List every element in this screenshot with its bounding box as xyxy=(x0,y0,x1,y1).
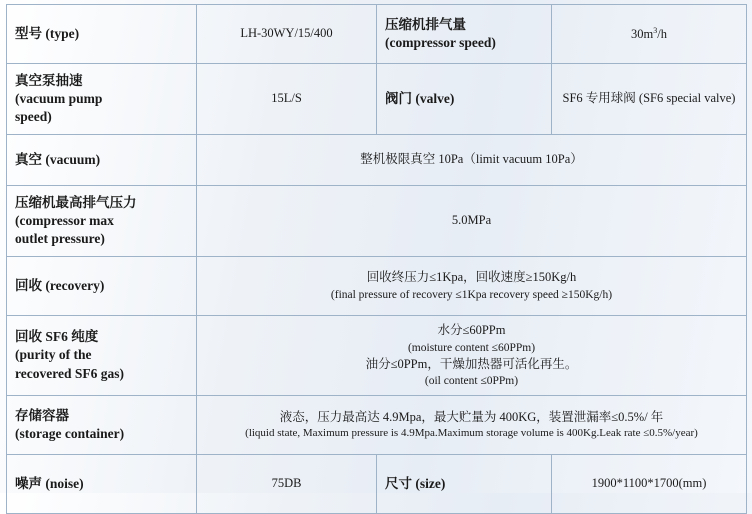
row-label-vacuum-pump-speed xyxy=(7,64,197,135)
table-row xyxy=(7,396,747,455)
value-line-cn: 液态，压力最高达 4.9Mpa，最大贮量为 400KG，装置泄漏率≤0.5%/ 年 xyxy=(279,409,664,424)
table-row xyxy=(7,186,747,257)
row-label-type: 型号 (type) xyxy=(7,5,197,64)
label-line-cn: 压缩机排气量 xyxy=(385,16,466,32)
value-line-oil-cn: 油分≤0PPm，干燥加热器可活化再生。 xyxy=(365,356,578,371)
row-label-noise: 噪声 (noise) xyxy=(7,455,197,514)
row-value-sf6-purity xyxy=(197,316,747,396)
table-row xyxy=(7,257,747,316)
row-value-vacuum: 整机极限真空 10Pa（limit vacuum 10Pa） xyxy=(197,135,747,186)
table-row xyxy=(7,64,747,135)
value-number: 30m xyxy=(631,26,654,41)
row-label-storage-container xyxy=(7,396,197,455)
value-exponent: 3 xyxy=(653,25,658,35)
value-line-moisture-cn: 水分≤60PPm xyxy=(437,323,506,337)
label-line-cn: 回收 SF6 纯度 xyxy=(15,329,99,345)
table-row xyxy=(7,316,747,396)
row-value-max-outlet-pressure: 5.0MPa xyxy=(197,186,747,257)
row-label-valve: 阀门 (valve) xyxy=(377,64,552,135)
row-value-size: 1900*1100*1700(mm) xyxy=(552,455,747,514)
label-line-cn: 存储容器 xyxy=(15,407,69,423)
label-line-en: (compressor speed) xyxy=(385,35,496,50)
table-row xyxy=(7,135,747,186)
label-line-cn: 压缩机最高排气压力 xyxy=(15,194,137,210)
row-value-recovery xyxy=(197,257,747,316)
table-row xyxy=(7,5,747,64)
row-label-sf6-purity xyxy=(7,316,197,396)
row-label-size: 尺寸 (size) xyxy=(377,455,552,514)
row-value-storage-container xyxy=(197,396,747,455)
value-line-en: (final pressure of recovery ≤1Kpa recovery speed ≥150Kg/h) xyxy=(330,288,613,301)
label-line-en1: (vacuum pump xyxy=(15,90,103,106)
row-value-type: LH-30WY/15/400 xyxy=(197,5,377,64)
value-line-moisture-en: (moisture content ≤60PPm) xyxy=(407,341,536,354)
row-value-vacuum-pump-speed: 15L/S xyxy=(197,64,377,135)
label-line-en2: speed) xyxy=(15,109,52,125)
row-label-max-outlet-pressure xyxy=(7,186,197,257)
label-line-en2: recovered SF6 gas) xyxy=(15,365,124,381)
label-line-cn: 真空泵抽速 xyxy=(15,72,83,88)
label-line-en1: (compressor max xyxy=(15,212,114,228)
label-line-en1: (purity of the xyxy=(15,347,92,363)
value-line-en: (liquid state, Maximum pressure is 4.9Mpa.Maximum storage volume is 400Kg.Leak rate ≤0.5%/year) xyxy=(245,427,698,440)
value-line-cn: 回收终压力≤1Kpa，回收速度≥150Kg/h xyxy=(366,270,577,285)
row-label-recovery: 回收 (recovery) xyxy=(7,257,197,316)
row-label-vacuum: 真空 (vacuum) xyxy=(7,135,197,186)
label-line-en2: outlet pressure) xyxy=(15,231,105,247)
value-unit: /h xyxy=(657,26,667,41)
row-label-compressor-speed xyxy=(377,5,552,64)
table-row xyxy=(7,455,747,514)
specification-table xyxy=(6,4,747,514)
label-line-en: (storage container) xyxy=(15,426,125,442)
value-line-oil-en: (oil content ≤0PPm) xyxy=(424,375,519,388)
row-value-compressor-speed xyxy=(552,5,747,64)
row-value-valve: SF6 专用球阀 (SF6 special valve) xyxy=(552,64,747,135)
row-value-noise: 75DB xyxy=(197,455,377,514)
